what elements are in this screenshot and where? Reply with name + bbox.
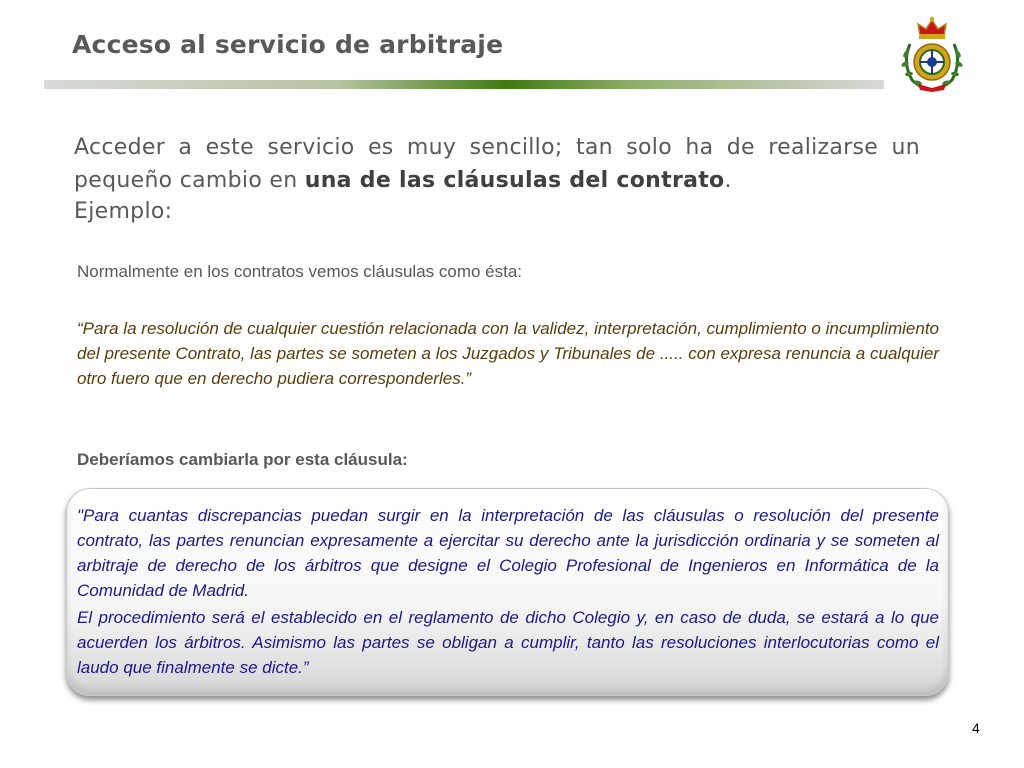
- page-number: 4: [972, 720, 980, 736]
- original-clause-quote: “Para la resolución de cualquier cuestión relacionada con la validez, interpretación, cumplimiento o incumplimiento del presente Contrato, las partes se someten a los Juzgados y Tribunales de ..... con expresa renuncia a cualquier otro fuero que en derecho pudiera corresponderles.”: [77, 319, 939, 388]
- new-clause-paragraph-2: El procedimiento será el establecido en el reglamento de dicho Colegio y, en caso de duda, se estará a lo que acuerden los árbitros. Asimismo las partes se obligan a cumplir, tanto las resoluciones interlocutorias como el laudo que finalmente se dicte.”: [77, 608, 939, 677]
- normal-clause-intro: Normalmente en los contratos vemos cláusulas como ésta:: [77, 262, 523, 281]
- change-clause-label: Deberíamos cambiarla por esta cláusula:: [77, 450, 408, 469]
- new-clause-paragraph-1: "Para cuantas discrepancias puedan surgir en la interpretación de las cláusulas o resolución del presente contrato, las partes renuncian expresamente a ejercitar su derecho ante la jurisdicción ordinaria y se someten al arbitraje de derecho de los árbitros que designe el Colegio Profesional de Ingenieros en Informática de la Comunidad de Madrid.: [77, 506, 939, 600]
- coat-of-arms-icon: [896, 14, 968, 92]
- example-label: Ejemplo:: [74, 199, 173, 224]
- intro-text: Acceder a este servicio es muy sencillo; tan solo ha de realizarse un pequeño cambio en: [74, 135, 920, 193]
- new-clause-text: [77, 503, 939, 680]
- intro-paragraph: [74, 131, 920, 197]
- slide-title: Acceso al servicio de arbitraje: [72, 30, 504, 59]
- intro-bold-text: una de las cláusulas del contrato: [304, 168, 725, 193]
- title-underline-bar: [44, 80, 884, 89]
- intro-text-end: .: [724, 168, 732, 193]
